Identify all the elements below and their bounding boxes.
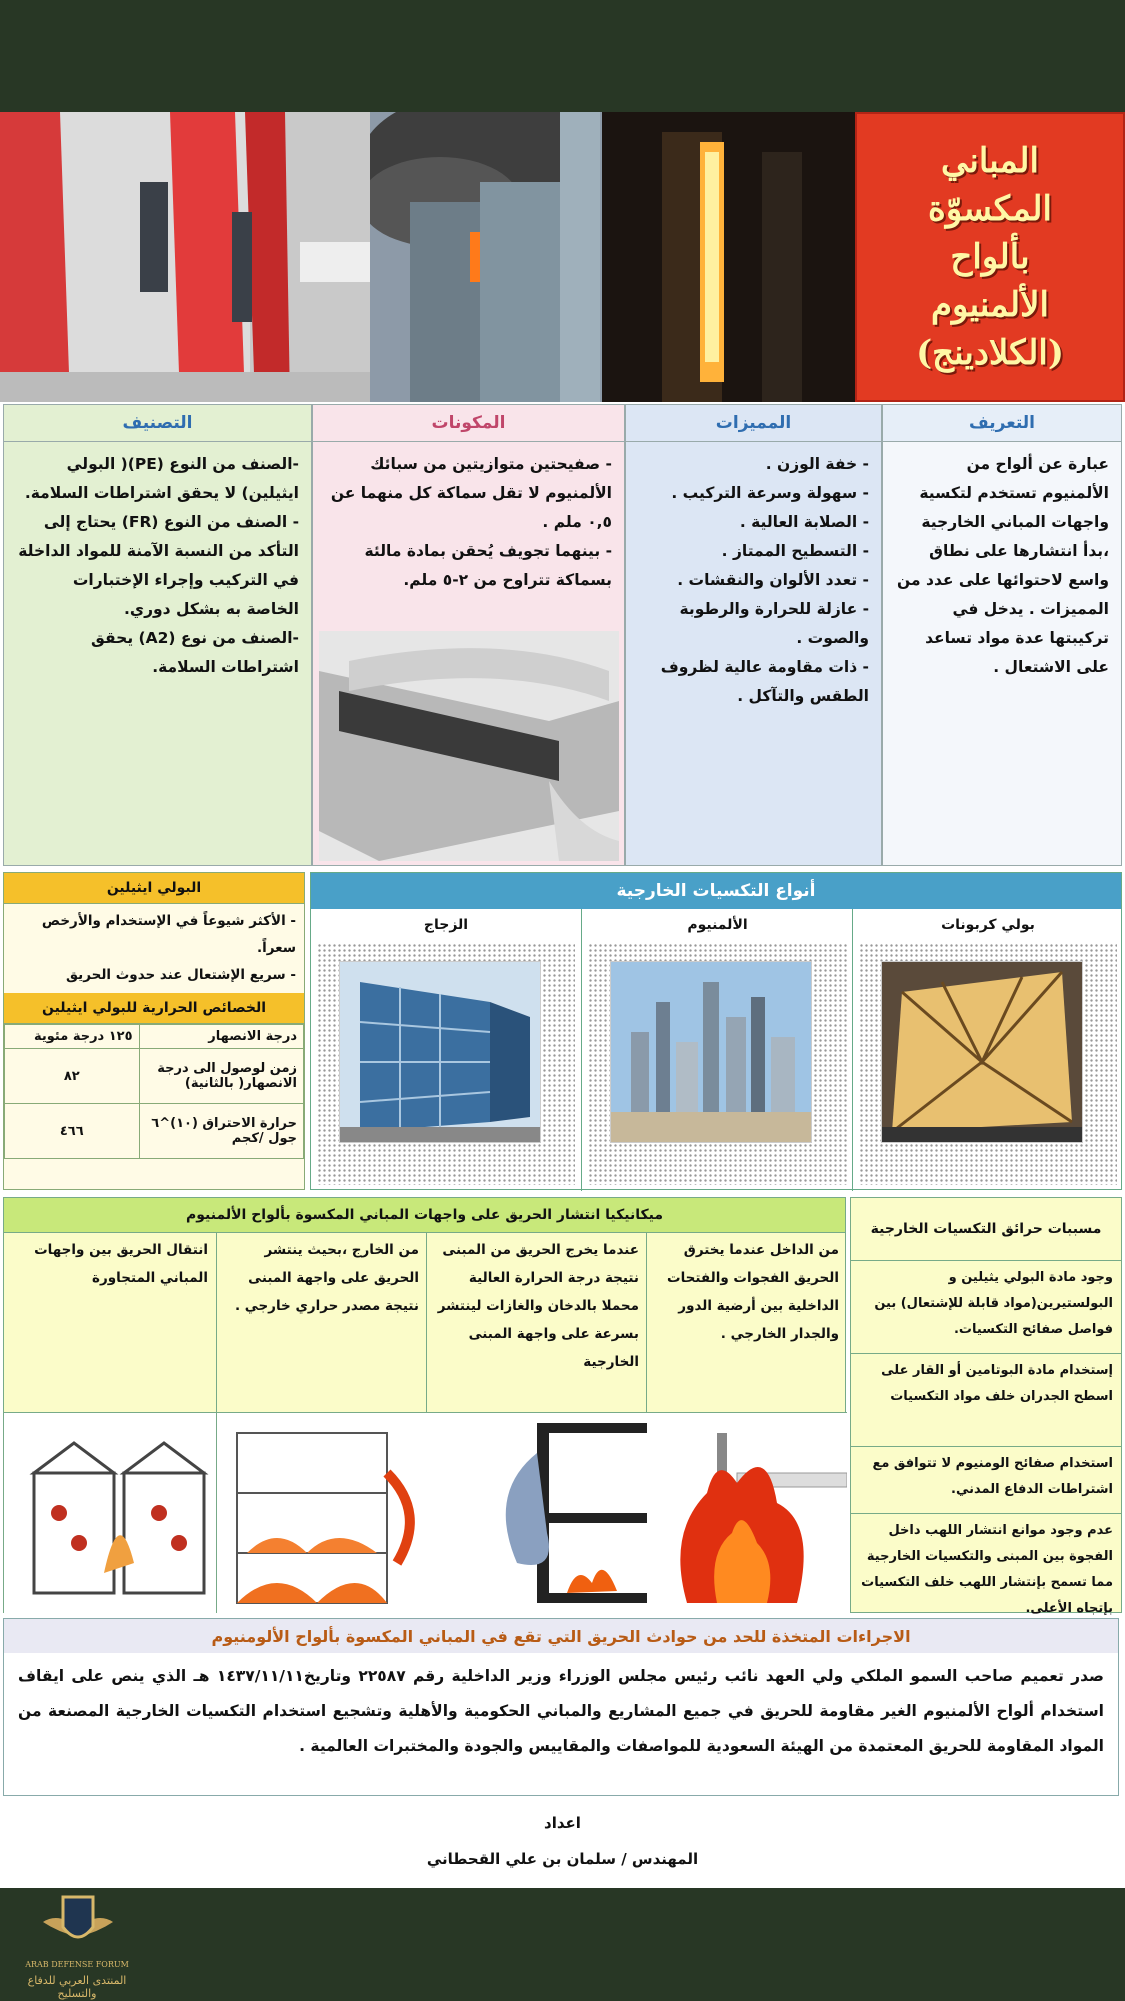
mechanism-exit	[426, 1232, 647, 1612]
features-column	[625, 404, 882, 866]
title-line-2: المكسوّة	[928, 189, 1052, 229]
feature-item: - الصلابة العالية .	[739, 513, 869, 531]
cause-item: وجود مادة البولي يثيلين و البولستيرين(مواد قابلة للإشتعال) بين فواصل صفائح التكسيات.	[851, 1261, 1121, 1354]
cause-item: إستخدام مادة البوتامين أو القار على اسطح الجدران خلف مواد التكسيات	[851, 1354, 1121, 1447]
feature-item: - تعدد الألوان والنقشات .	[677, 571, 869, 589]
mechanism-text: عندما يخرج الحريق من المبنى نتيجة درجة الحرارة العالية محملا بالدخان والغازات لينتشر بسرعة على واجهة المبنى الخارجية	[437, 1242, 639, 1370]
hero-photos	[0, 112, 855, 402]
causes-heading: مسببات حرائق التكسيات الخارجية	[851, 1198, 1121, 1261]
cladding-types-panel	[310, 872, 1122, 1190]
prop-value: ٨٢	[5, 1049, 140, 1104]
table-row	[5, 1025, 304, 1049]
bottom-bar	[0, 1888, 1125, 2001]
panel-section-image	[319, 631, 619, 861]
shield-icon	[38, 1892, 118, 1962]
polyethylene-points	[4, 904, 304, 993]
prop-label: حرارة الاحتراق (١٠)^٦ جول /كجم	[139, 1104, 303, 1159]
pe-point: - الأكثر شيوعاً في الإستخدام والأرخص سعراً.	[41, 913, 296, 956]
logo-arabic: المنتدى العربي للدفاع والتسليح	[27, 1974, 127, 2000]
fire-outside-diagram	[217, 1412, 427, 1613]
forum-logo	[8, 1888, 146, 1998]
classification-column	[3, 404, 312, 866]
features-heading: المميزات	[626, 405, 881, 442]
feature-item: - عازلة للحرارة والرطوبة والصوت .	[679, 600, 869, 647]
polyethylene-heading: البولي ايثيلين	[4, 873, 304, 904]
type-aluminum	[581, 909, 853, 1191]
definition-text	[883, 442, 1121, 690]
classification-list	[4, 442, 311, 690]
mechanism-text: انتقال الحريق بين واجهات المباني المتجاورة	[34, 1242, 208, 1286]
glass-building-image	[339, 961, 541, 1143]
pe-point: - سريع الإشتعال عند حدوث الحريق	[65, 967, 296, 983]
photo-red-cladding	[0, 112, 370, 402]
prop-value: ٤٦٦	[5, 1104, 140, 1159]
components-column	[312, 404, 625, 866]
mechanism-text: من الداخل عندما يخترق الحريق الفجوات والفتحات الداخلية بين أرضية الدور والجدار الخارجي .	[667, 1242, 839, 1342]
classification-item: - الصنف من النوع (FR) يحتاج إلى التأكد من النسبة الآمنة للمواد الداخلة في التركيب وإجراء الإختبارات الخاصة به بشكل دوري.	[18, 513, 299, 618]
prop-value: ١٢٥ درجة مئوية	[5, 1025, 140, 1049]
mechanisms-heading: ميكانيكيا انتشار الحريق على واجهات المباني المكسوة بألواح الألمنيوم	[4, 1198, 845, 1233]
type-label: الزجاج	[423, 917, 469, 933]
mechanism-inside	[646, 1232, 847, 1612]
components-list	[313, 442, 624, 603]
definition-paragraph: عبارة عن ألواح من الألمنيوم تستخدم لتكسية واجهات المباني الخارجية ،بدأ انتشارها على نطاق واسع لاحتوائها على عدد من المميزات . يدخل في تركيبتها عدة مواد تساعد على الاشتعال .	[897, 455, 1109, 676]
mechanism-adjacent	[4, 1232, 216, 1612]
thermal-props-table	[4, 1024, 304, 1159]
feature-item: - ذات مقاومة عالية لظروف الطقس والتآكل .	[660, 658, 869, 705]
definition-column	[882, 404, 1122, 866]
top-bar	[0, 0, 1125, 112]
thermal-props-heading: الخصائص الحرارية للبولي ايثيلين	[4, 993, 304, 1024]
classification-item: -الصنف من النوع (PE)( البولي ايثيلين) لا يحقق اشتراطات السلامة.	[24, 455, 299, 502]
title-line-3: بألواح	[950, 237, 1030, 277]
procedures-heading: الاجراءات المتخذة للحد من حوادث الحريق التي تقع في المباني المكسوة بألواح الألومنيوم	[4, 1619, 1118, 1653]
feature-item: - التسطيح الممتاز .	[721, 542, 869, 560]
procedures-text: صدر تعميم صاحب السمو الملكي ولي العهد نائب رئيس مجلس الوزراء وزير الداخلية رقم ٢٢٥٨٧ وتاريخ١٤٣٧/١١/١١ هـ الذي ينص على ايقاف استخدام ألواح الألمنيوم الغير مقاومة للحريق في جميع المشاريع والمباني الحكومية والأهلية وتشجيع استخدام التكسيات الخارجية المصنعة من المواد المقاومة للحريق المعتمدة من الهيئة السعودية للمواصفات والمقاييس والجودة والمختبرات العالمية .	[18, 1667, 1104, 1755]
fire-exit-diagram	[427, 1412, 647, 1613]
component-item: - صفيحتين متوازيتين من سبائك الألمنيوم لا تقل سماكة كل منهما عن ٠,٥ ملم .	[330, 455, 612, 531]
main-title	[855, 112, 1125, 402]
fire-inside-diagram	[647, 1412, 847, 1613]
cause-item: استخدام صفائح الومنيوم لا تتوافق مع اشتراطات الدفاع المدني.	[851, 1447, 1121, 1514]
features-list	[626, 442, 881, 719]
fire-mechanisms-panel	[3, 1197, 846, 1613]
polycarbonate-image	[881, 961, 1083, 1143]
fire-causes-panel	[850, 1197, 1122, 1616]
type-label: بولي كربونات	[941, 917, 1035, 933]
procedures-panel	[3, 1618, 1119, 1796]
author-name: المهندس / سلمان بن علي القحطاني	[426, 1850, 699, 1868]
type-label: الألمنيوم	[687, 917, 748, 933]
photo-tower-fire-night	[602, 112, 855, 402]
components-heading: المكونات	[313, 405, 624, 442]
type-glass	[311, 909, 581, 1191]
photo-tower-smoke	[370, 112, 602, 402]
type-polycarbonate	[852, 909, 1123, 1191]
prepared-by-label: اعداد	[544, 1814, 581, 1832]
classification-item: -الصنف من نوع (A2) يحقق اشتراطات السلامة.	[91, 629, 299, 676]
component-item: - بينهما تجويف يُحقن بمادة مالئة بسماكة تتراوح من ٢-٥ ملم.	[364, 542, 612, 589]
prop-label: زمن لوصول الى درجة الانصهار( بالثانية)	[139, 1049, 303, 1104]
mechanism-outside	[216, 1232, 427, 1612]
prop-label: درجة الانصهار	[139, 1025, 303, 1049]
classification-heading: التصنيف	[4, 405, 311, 442]
logo-english: ARAB DEFENSE FORUM	[25, 1960, 129, 1969]
definition-heading: التعريف	[883, 405, 1121, 442]
aluminum-skyline-image	[610, 961, 812, 1143]
title-line-1: المباني	[941, 141, 1039, 181]
table-row	[5, 1104, 304, 1159]
table-row	[5, 1049, 304, 1104]
credits	[0, 1800, 1125, 1888]
title-line-5: (الكلادينج)	[916, 333, 1064, 373]
fire-adjacent-diagram	[4, 1412, 216, 1613]
title-line-4: الألمنيوم	[931, 285, 1049, 325]
feature-item: - سهولة وسرعة التركيب .	[671, 484, 869, 502]
feature-item: - خفة الوزن .	[765, 455, 869, 473]
mechanism-text: من الخارج ،بحيث ينتشر الحريق على واجهة المبنى نتيجة مصدر حراري خارجي .	[234, 1242, 419, 1314]
cladding-types-heading: أنواع التكسيات الخارجية	[311, 873, 1121, 909]
polyethylene-box	[3, 872, 305, 1190]
cause-item: عدم وجود موانع انتشار اللهب داخل الفجوة بين المبنى والتكسيات الخارجية مما تسمح بإنتشار اللهب خلف التكسيات بإتجاه الأعلى.	[861, 1523, 1113, 1616]
